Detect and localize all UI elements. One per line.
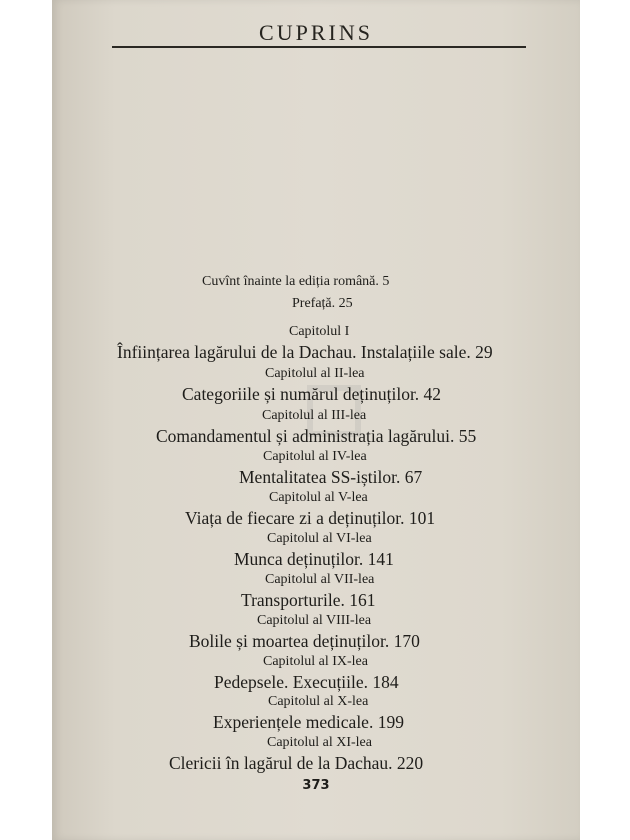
title-rule (112, 46, 526, 48)
chapter-label: Capitolul al II-lea (265, 366, 365, 381)
preface-entry: Prefață. 25 (292, 296, 353, 311)
chapter-title: Bolile și moartea deținuților. 170 (189, 631, 420, 651)
book-page (52, 0, 580, 840)
chapter-label: Capitolul al VI-lea (267, 531, 372, 546)
chapter-label: Capitolul I (289, 324, 350, 339)
chapter-title: Mentalitatea SS-iștilor. 67 (239, 467, 423, 487)
chapter-label: Capitolul al V-lea (269, 490, 368, 505)
chapter-label: Capitolul al X-lea (268, 694, 369, 709)
chapter-title: Clericii în lagărul de la Dachau. 220 (169, 753, 424, 773)
chapter-title: Experiențele medicale. 199 (213, 712, 404, 732)
chapter-label: Capitolul al III-lea (262, 408, 367, 423)
chapter-label: Capitolul al XI-lea (267, 735, 372, 750)
chapter-title: Categoriile și numărul deținuților. 42 (182, 384, 442, 404)
chapter-title: Comandamentul și administrația lagărului. 55 (156, 426, 477, 446)
foreword-entry: Cuvînt înainte la ediția română. 5 (202, 274, 390, 289)
chapter-label: Capitolul al VIII-lea (257, 613, 372, 628)
chapter-label: Capitolul al VII-lea (265, 572, 375, 587)
page-title: CUPRINS (259, 20, 373, 45)
chapter-title: Transporturile. 161 (241, 590, 376, 610)
chapter-title: Munca deținuților. 141 (234, 549, 394, 569)
chapter-title: Înființarea lagărului de la Dachau. Instalațiile sale. 29 (117, 342, 493, 362)
chapter-title: Viața de fiecare zi a deținuților. 101 (185, 508, 436, 528)
chapter-label: Capitolul al IV-lea (263, 449, 367, 464)
chapter-title: Pedepsele. Execuțiile. 184 (214, 672, 399, 692)
page-number: 373 (302, 778, 330, 793)
chapter-label: Capitolul al IX-lea (263, 654, 368, 669)
